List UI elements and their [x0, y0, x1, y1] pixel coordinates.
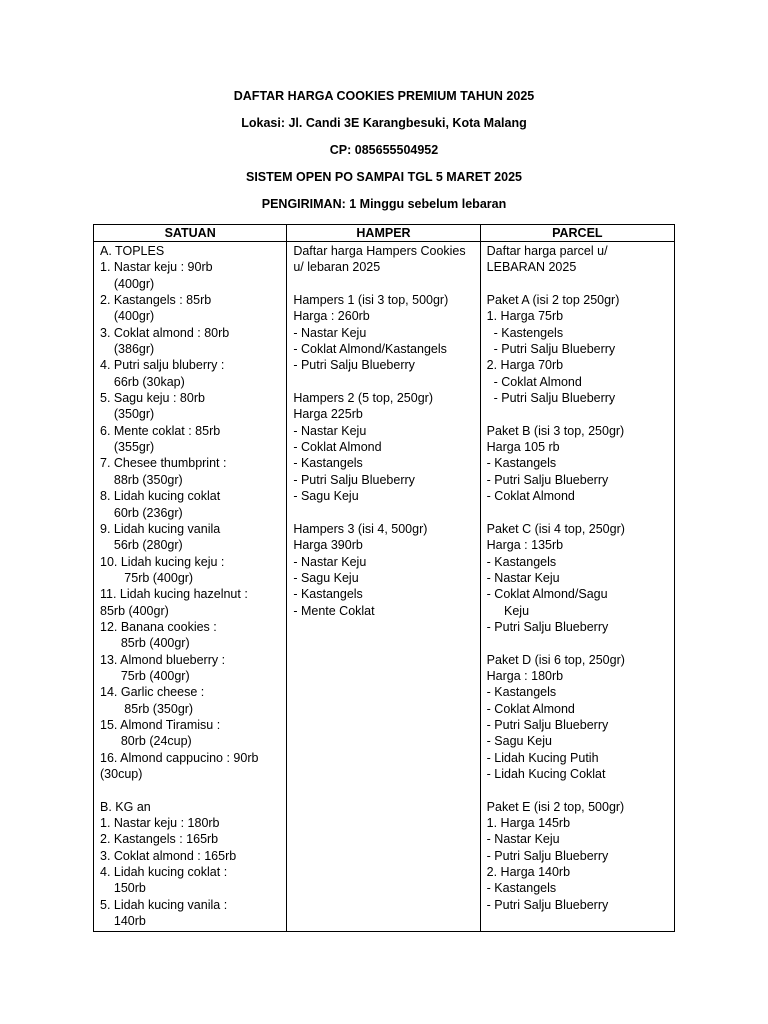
satuan-line: 56rb (280gr): [100, 538, 183, 553]
parcel-line: 1. Harga 75rb: [486, 309, 564, 324]
satuan-line: 88rb (350gr): [100, 472, 183, 487]
parcel-line: Daftar harga parcel u/: [486, 244, 608, 258]
hamper-line: - Kastangels: [293, 456, 363, 471]
parcel-line: - Putri Salju Blueberry: [486, 717, 609, 732]
satuan-line: 15. Almond Tiramisu :: [100, 717, 221, 732]
hamper-line: Daftar harga Hampers Cookies: [293, 244, 466, 258]
parcel-line: - Coklat Almond: [486, 374, 582, 389]
satuan-line: 4. Lidah kucing coklat :: [100, 865, 228, 880]
satuan-line: (386gr): [100, 342, 155, 357]
column-header-satuan: SATUAN: [94, 225, 287, 242]
satuan-line: 85rb (400gr): [100, 603, 169, 618]
location-line: Lokasi: Jl. Candi 3E Karangbesuki, Kota Malang: [241, 116, 527, 130]
parcel-cell: [480, 242, 674, 932]
parcel-line: - Putri Salju Blueberry: [486, 472, 609, 487]
satuan-line: 85rb (400gr): [100, 636, 190, 651]
hamper-line: Harga 225rb: [293, 407, 363, 422]
satuan-line: 6. Mente coklat : 85rb: [100, 423, 221, 438]
parcel-line: - Putri Salju Blueberry: [486, 342, 616, 357]
parcel-line: - Coklat Almond/Sagu: [486, 587, 608, 602]
hamper-line: - Nastar Keju: [293, 554, 367, 569]
parcel-line: - Kastangels: [486, 685, 557, 700]
satuan-line: 3. Coklat almond : 165rb: [100, 848, 237, 863]
satuan-line: 150rb: [100, 881, 146, 896]
satuan-line: 85rb (350gr): [100, 701, 194, 716]
hamper-line: [293, 276, 474, 292]
parcel-line: - Nastar Keju: [486, 570, 560, 585]
satuan-line: 3. Coklat almond : 80rb: [100, 325, 230, 340]
satuan-line: 75rb (400gr): [100, 668, 190, 683]
parcel-line: - Lidah Kucing Putih: [486, 750, 599, 765]
satuan-line: 7. Chesee thumbprint :: [100, 456, 227, 471]
hamper-line: - Coklat Almond: [293, 440, 382, 455]
parcel-line: - Kastangels: [486, 456, 557, 471]
hamper-line: [293, 505, 474, 521]
hamper-line: - Putri Salju Blueberry: [293, 358, 415, 373]
satuan-line: 60rb (236gr): [100, 505, 183, 520]
parcel-line: - Putri Salju Blueberry: [486, 391, 616, 406]
document-title: DAFTAR HARGA COOKIES PREMIUM TAHUN 2025: [233, 89, 535, 103]
hamper-line: u/ lebaran 2025: [293, 260, 381, 275]
parcel-line: - Coklat Almond: [486, 489, 575, 504]
parcel-line: LEBARAN 2025: [486, 260, 577, 275]
parcel-line: 2. Harga 70rb: [486, 358, 564, 373]
satuan-line: 80rb (24cup): [100, 734, 192, 749]
hamper-line: Harga 390rb: [293, 538, 363, 553]
hamper-line: Hampers 1 (isi 3 top, 500gr): [293, 293, 449, 308]
shipping-line: PENGIRIMAN: 1 Minggu sebelum lebaran: [261, 197, 507, 211]
parcel-line: - Lidah Kucing Coklat: [486, 767, 606, 781]
satuan-line: (400gr): [100, 276, 155, 291]
parcel-line: - Putri Salju Blueberry: [486, 897, 609, 912]
satuan-line: 16. Almond cappucino : 90rb: [100, 750, 259, 765]
column-header-parcel: PARCEL: [480, 225, 674, 242]
hamper-line: - Coklat Almond/Kastangels: [293, 342, 447, 357]
price-table: [93, 224, 675, 932]
satuan-line: (355gr): [100, 440, 155, 455]
parcel-line: - Coklat Almond: [486, 701, 575, 716]
satuan-line: 14. Garlic cheese :: [100, 685, 205, 700]
parcel-line: - Nastar Keju: [486, 832, 560, 847]
column-header-hamper: HAMPER: [287, 225, 480, 242]
parcel-line: Paket B (isi 3 top, 250gr): [486, 423, 625, 438]
parcel-line: - Kastangels: [486, 554, 557, 569]
satuan-line: 8. Lidah kucing coklat: [100, 489, 221, 504]
hamper-line: - Nastar Keju: [293, 423, 367, 438]
parcel-line: Paket D (isi 6 top, 250gr): [486, 652, 625, 667]
parcel-line: - Putri Salju Blueberry: [486, 619, 609, 634]
satuan-line: A. TOPLES: [100, 244, 165, 258]
po-system-line: SISTEM OPEN PO SAMPAI TGL 5 MARET 2025: [246, 170, 522, 184]
parcel-line: 2. Harga 140rb: [486, 865, 571, 880]
satuan-line: 5. Sagu keju : 80rb: [100, 391, 205, 406]
satuan-line: 12. Banana cookies :: [100, 619, 217, 634]
satuan-line: (30cup): [100, 767, 143, 781]
satuan-line: 140rb: [100, 914, 146, 929]
parcel-line: [487, 406, 669, 422]
parcel-line: - Sagu Keju: [486, 734, 552, 749]
satuan-cell: [94, 242, 287, 932]
satuan-line: 10. Lidah kucing keju :: [100, 554, 225, 569]
hamper-line: Hampers 3 (isi 4, 500gr): [293, 521, 428, 536]
parcel-line: Keju: [486, 603, 530, 618]
satuan-line: (400gr): [100, 309, 155, 324]
satuan-line: 5. Lidah kucing vanila :: [100, 897, 228, 912]
satuan-line: 2. Kastangels : 85rb: [100, 293, 212, 308]
parcel-line: Harga : 180rb: [486, 668, 564, 683]
satuan-line: 13. Almond blueberry :: [100, 652, 226, 667]
satuan-line: 2. Kastangels : 165rb: [100, 832, 219, 847]
satuan-line: 66rb (30kap): [100, 374, 185, 389]
satuan-line: 75rb (400gr): [100, 570, 194, 585]
parcel-line: - Kastangels: [486, 881, 557, 896]
hamper-line: Hampers 2 (5 top, 250gr): [293, 391, 433, 406]
contact-line: CP: 085655504952: [329, 143, 439, 157]
parcel-line: [487, 276, 669, 292]
parcel-line: - Kastengels: [486, 325, 564, 340]
parcel-line: [487, 505, 669, 521]
satuan-line: 4. Putri salju bluberry :: [100, 358, 225, 373]
parcel-line: Paket E (isi 2 top, 500gr): [486, 799, 625, 814]
hamper-line: - Mente Coklat: [293, 603, 375, 618]
document-header: [0, 86, 768, 221]
parcel-line: Harga 105 rb: [486, 440, 560, 455]
hamper-line: - Nastar Keju: [293, 325, 367, 340]
table-header-row: [94, 225, 675, 242]
satuan-line: 9. Lidah kucing vanila: [100, 521, 221, 536]
hamper-line: - Putri Salju Blueberry: [293, 472, 415, 487]
parcel-line: Paket A (isi 2 top 250gr): [486, 293, 620, 308]
satuan-line: 1. Nastar keju : 180rb: [100, 816, 220, 831]
satuan-line: (350gr): [100, 407, 155, 422]
hamper-line: [293, 374, 474, 390]
hamper-line: Harga : 260rb: [293, 309, 370, 324]
table-body-row: [94, 242, 675, 932]
parcel-line: - Putri Salju Blueberry: [486, 848, 609, 863]
satuan-line: 11. Lidah kucing hazelnut :: [100, 587, 248, 602]
hamper-line: - Sagu Keju: [293, 489, 359, 504]
parcel-line: Harga : 135rb: [486, 538, 564, 553]
parcel-line: [487, 782, 669, 798]
hamper-cell: [287, 242, 480, 932]
parcel-line: Paket C (isi 4 top, 250gr): [486, 521, 625, 536]
parcel-line: 1. Harga 145rb: [486, 816, 571, 831]
satuan-line: [100, 782, 281, 798]
parcel-line: [487, 635, 669, 651]
satuan-line: 1. Nastar keju : 90rb: [100, 260, 213, 275]
hamper-line: - Sagu Keju: [293, 570, 359, 585]
hamper-line: - Kastangels: [293, 587, 363, 602]
satuan-line: B. KG an: [100, 799, 151, 814]
